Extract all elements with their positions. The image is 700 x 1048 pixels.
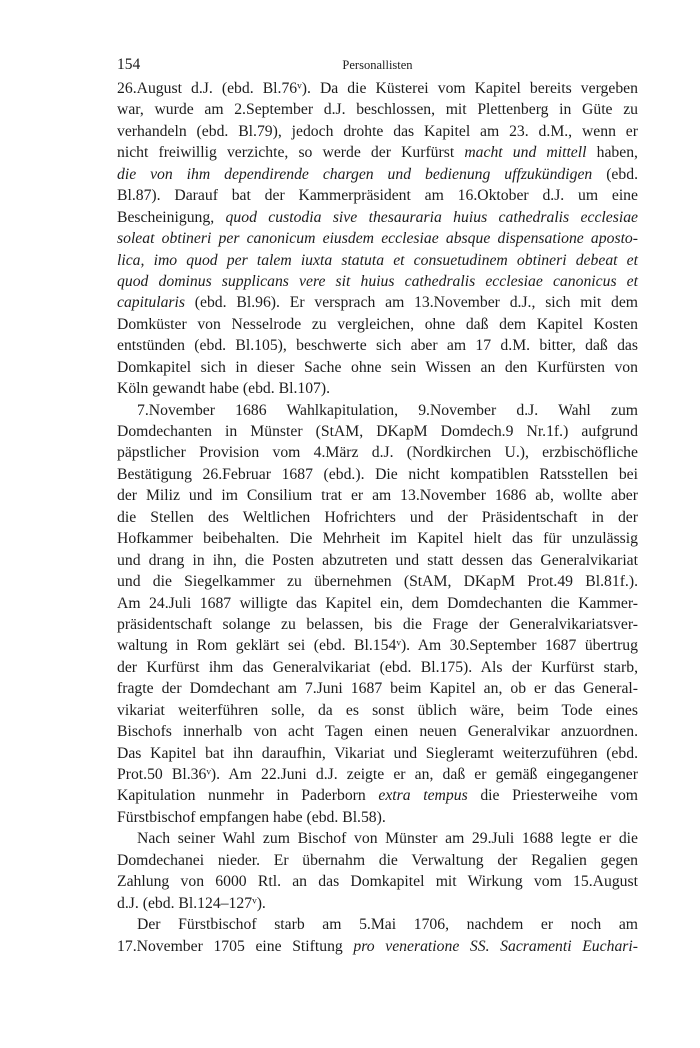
text-segment: entstünden (ebd. Bl.105), beschwerte sich aber am 17 d.M. bitter, daß das [117, 337, 638, 355]
text-line [117, 442, 638, 463]
text-segment: die Stellen des Weltlichen Hofrichters und der Präsidentschaft in der [117, 508, 638, 526]
text-line [117, 721, 638, 742]
text-line [117, 314, 638, 335]
italic-latin-text: capitularis [117, 294, 185, 312]
text-line [117, 164, 638, 185]
text-line [117, 507, 638, 528]
text-segment: Zahlung von 6000 Rtl. an das Domkapitel mit Wirkung vom 15.August [117, 873, 638, 891]
text-line [117, 657, 638, 678]
text-line [117, 678, 638, 699]
text-line [117, 764, 638, 785]
text-segment: Fürstbischof empfangen habe (ebd. Bl.58). [117, 808, 386, 826]
text-line [117, 785, 638, 806]
text-segment: Bischofs innerhalb von acht Tagen einen neuen Generalvikar anzuordnen. [117, 723, 638, 741]
text-segment: Am 24.Juli 1687 willigte das Kapitel ein, dem Domdechanten die Kammer- [117, 594, 638, 612]
text-segment: Bl.87). Darauf bat der Kammerpräsident am 16.Oktober d.J. um eine [117, 187, 638, 205]
text-line [117, 593, 638, 614]
text-segment: haben, [586, 144, 638, 162]
text-line [117, 571, 638, 592]
text-segment: und drang in ihn, die Posten abzutreten und statt dessen das Generalvikariat [117, 551, 638, 569]
italic-latin-text: lica, imo quod per talem iuxta statuta et consuetudinem obtineri debeat et [117, 251, 638, 269]
italic-latin-text: pro veneratione SS. Sacramenti Euchari- [353, 937, 638, 955]
text-line [117, 400, 638, 421]
text-line [117, 635, 638, 656]
text-segment: Das Kapitel bat ihn daraufhin, Vikariat und Siegleramt weiterzuführen (ebd. [117, 744, 638, 762]
text-line [117, 378, 638, 399]
text-line [117, 228, 638, 249]
text-segment: war, wurde am 2.September d.J. beschlossen, mit Plettenberg in Güte zu [117, 101, 638, 119]
text-line [117, 271, 638, 292]
text-line [117, 850, 638, 871]
text-line [117, 700, 638, 721]
text-line [117, 142, 638, 163]
text-line [117, 893, 638, 914]
text-segment: 7.November 1686 Wahlkapitulation, 9.November d.J. Wahl zum [137, 401, 638, 419]
text-segment: verhandeln (ebd. Bl.79), jedoch drohte das Kapitel am 23. d.M., wenn er [117, 122, 638, 140]
italic-latin-text: soleat obtineri per canonicum eiusdem ecclesiae absque dispensatione aposto- [117, 230, 638, 248]
text-segment: 17.November 1705 eine Stiftung [117, 937, 354, 955]
italic-latin-text: macht und mittell [464, 144, 587, 162]
text-segment: Bescheinigung, [117, 208, 226, 226]
text-segment: Köln gewandt habe (ebd. Bl.107). [117, 380, 331, 398]
body-text [117, 78, 638, 957]
italic-latin-text: quod custodia sive thesauraria huius cathedralis ecclesiae [225, 208, 638, 226]
text-segment: (ebd. [592, 165, 638, 183]
text-segment: Der Fürstbischof starb am 5.Mai 1706, nachdem er noch am [137, 916, 638, 934]
text-line [117, 335, 638, 356]
italic-latin-text: die von ihm dependirende chargen und bedienung uffzukündigen [117, 165, 593, 183]
text-line [117, 807, 638, 828]
text-line [117, 528, 638, 549]
text-line [117, 464, 638, 485]
text-line [117, 185, 638, 206]
running-title: Personallisten [342, 58, 413, 72]
text-segment: nicht freiwillig verzichte, so werde der Kurfürst [117, 144, 465, 162]
text-segment: vikariat weiterführen solle, da es sonst üblich wäre, beim Tode eines [117, 701, 638, 719]
text-segment: waltung in Rom geklärt sei (ebd. Bl.154ᵛ). Am 30.September 1687 übertrug [117, 637, 638, 655]
text-segment: die Priesterweihe vom [467, 787, 638, 805]
text-line [117, 914, 638, 935]
italic-latin-text: quod dominus supplicans vere sit huius cathedralis ecclesiae canonicus et [117, 272, 638, 290]
page-number: 154 [117, 56, 141, 73]
text-segment: (ebd. Bl.96). Er versprach am 13.November d.J., sich mit dem [184, 294, 638, 312]
text-line [117, 550, 638, 571]
text-line [117, 292, 638, 313]
text-line [117, 828, 638, 849]
text-segment: d.J. (ebd. Bl.124–127ᵛ). [117, 894, 266, 912]
text-segment: päpstlicher Provision vom 4.März d.J. (Nordkirchen U.), erzbischöfliche [117, 444, 638, 462]
text-segment: Nach seiner Wahl zum Bischof von Münster am 29.Juli 1688 legte er die [137, 830, 638, 848]
text-segment: 26.August d.J. (ebd. Bl.76ᵛ). Da die Küsterei vom Kapitel bereits vergeben [117, 80, 638, 97]
text-segment: Domdechanei nieder. Er übernahm die Verwaltung der Regalien gegen [117, 851, 638, 869]
text-line [117, 936, 638, 957]
text-segment: der Miliz und im Consilium trat er am 13.November 1686 ab, wollte aber [117, 487, 638, 505]
text-segment: Domküster von Nesselrode zu vergleichen, ohne daß dem Kapitel Kosten [117, 315, 638, 333]
book-page [117, 56, 638, 957]
text-segment: der Kurfürst ihm das Generalvikariat (ebd. Bl.175). Als der Kurfürst starb, [117, 658, 638, 676]
text-segment: Hofkammer beibehalten. Die Mehrheit im Kapitel hielt das für unzulässig [117, 530, 638, 548]
text-line [117, 743, 638, 764]
text-line [117, 871, 638, 892]
text-segment: Prot.50 Bl.36ᵛ). Am 22.Juni d.J. zeigte er an, daß er gemäß eingegangener [117, 766, 638, 783]
italic-latin-text: extra tempus [378, 787, 468, 805]
text-line [117, 485, 638, 506]
text-segment: präsidentschaft solange zu belassen, bis die Frage der Generalvikariatsver- [117, 615, 638, 633]
text-segment: Kapitulation nunmehr in Paderborn [117, 787, 379, 805]
text-segment: fragte der Domdechant am 7.Juni 1687 beim Kapitel an, ob er das General- [117, 680, 638, 698]
text-line [117, 207, 638, 228]
text-line [117, 250, 638, 271]
text-line [117, 614, 638, 635]
text-segment: Domkapitel sich in dieser Sache ohne sein Wissen an den Kurfürsten von [117, 358, 638, 376]
text-line [117, 421, 638, 442]
text-segment: Bestätigung 26.Februar 1687 (ebd.). Die nicht kompatiblen Ratsstellen bei [117, 465, 638, 483]
text-line [117, 99, 638, 120]
text-segment: Domdechanten in Münster (StAM, DKapM Domdech.9 Nr.1f.) aufgrund [117, 423, 638, 440]
text-line [117, 357, 638, 378]
text-line [117, 121, 638, 142]
running-head [117, 56, 638, 78]
text-line [117, 78, 638, 99]
text-segment: und die Siegelkammer zu übernehmen (StAM, DKapM Prot.49 Bl.81f.). [117, 573, 638, 591]
